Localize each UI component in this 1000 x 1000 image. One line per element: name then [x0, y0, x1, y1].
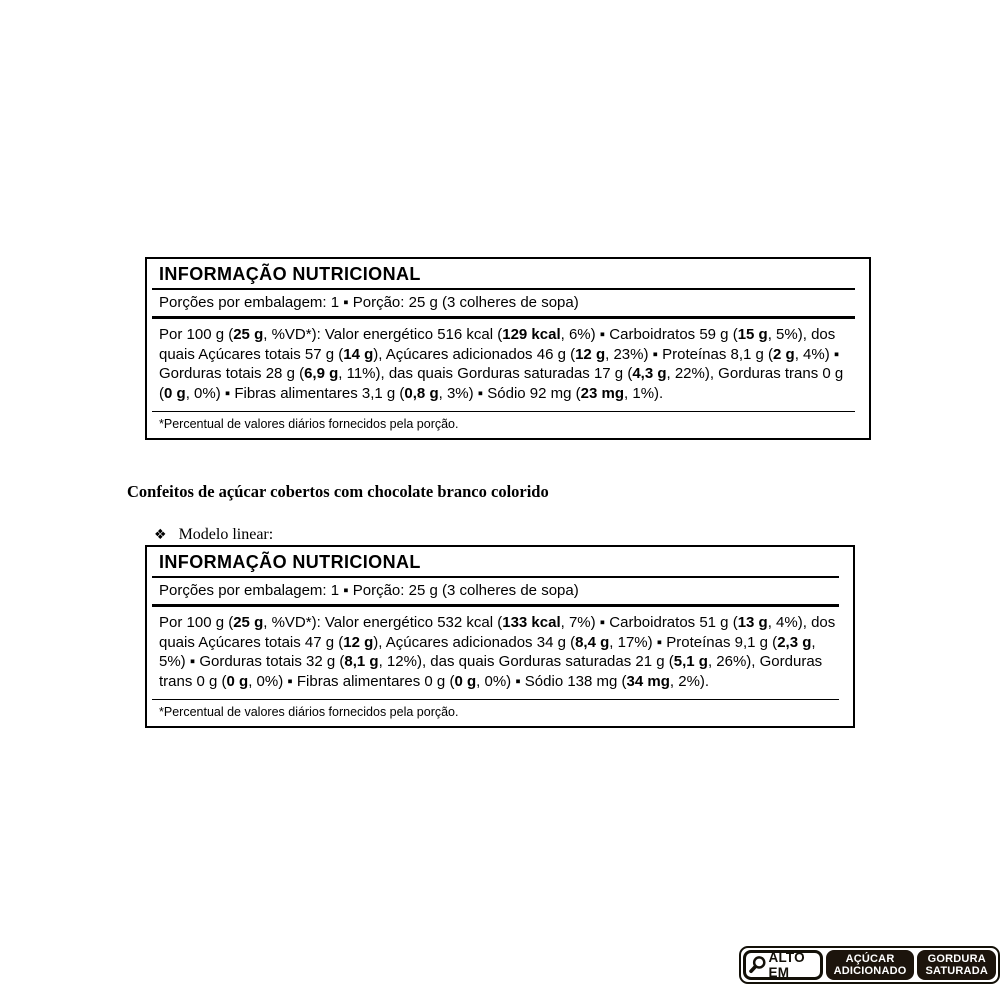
servings-line: Porções por embalagem: 1 ▪ Porção: 25 g (3 colheres de sopa)	[159, 582, 579, 599]
nutrition-body-text: Por 100 g (25 g, %VD*): Valor energético 532 kcal (133 kcal, 7%) ▪ Carboidratos 51 g (13 g, 4%), dos quais Açúcares totais 47 g (12 g), Açúcares adicionados 34 g (8,4 g, 17%) ▪ Proteínas 9,1 g (2,3 g, 5%) ▪ Gorduras totais 32 g (8,1 g, 12%), das quais Gorduras saturadas 21 g (5,1 g, 26%), Gorduras trans 0 g (0 g, 0%) ▪ Fibras alimentares 0 g (0 g, 0%) ▪ Sódio 138 mg (34 mg, 2%).	[159, 614, 836, 690]
pill-line: GORDURA	[927, 953, 986, 965]
servings-line: Porções por embalagem: 1 ▪ Porção: 25 g (3 colheres de sopa)	[159, 294, 579, 311]
pill-line: AÇÚCAR	[845, 953, 895, 965]
pill-line: SATURADA	[925, 965, 988, 977]
alto-em-label: ALTO EM	[768, 950, 805, 980]
magnifier-icon	[748, 951, 768, 979]
footnote: *Percentual de valores diários fornecidos pela porção.	[159, 417, 459, 431]
model-linear-bullet	[154, 525, 273, 545]
model-linear-label: Modelo linear:	[178, 526, 274, 543]
warning-pill-acucar-adicionado	[826, 950, 915, 980]
nutrition-body-text: Por 100 g (25 g, %VD*): Valor energético 516 kcal (129 kcal, 6%) ▪ Carboidratos 59 g (15 g, 5%), dos quais Açúcares totais 57 g (14 g), Açúcares adicionados 46 g (12 g, 23%) ▪ Proteínas 8,1 g (2 g, 4%) ▪ Gorduras totais 28 g (6,9 g, 11%), das quais Gorduras saturadas 17 g (4,3 g, 22%), Gorduras trans 0 g (0 g, 0%) ▪ Fibras alimentares 3,1 g (0,8 g, 3%) ▪ Sódio 92 mg (23 mg, 1%).	[159, 326, 844, 402]
pill-line: ADICIONADO	[833, 965, 907, 977]
nutrition-table-2	[145, 545, 855, 728]
high-in-warning-badge	[739, 946, 1000, 984]
product-heading: Confeitos de açúcar cobertos com chocolate branco colorido	[127, 482, 549, 501]
warning-pill-gordura-saturada	[917, 950, 996, 980]
diamond-bullet-icon: ❖	[154, 527, 167, 543]
alto-em-box	[743, 950, 823, 980]
nutrition-table-title: INFORMAÇÃO NUTRICIONAL	[159, 552, 421, 572]
nutrition-table-1	[145, 257, 871, 440]
nutrition-table-title: INFORMAÇÃO NUTRICIONAL	[159, 264, 421, 284]
footnote: *Percentual de valores diários fornecidos pela porção.	[159, 705, 459, 719]
